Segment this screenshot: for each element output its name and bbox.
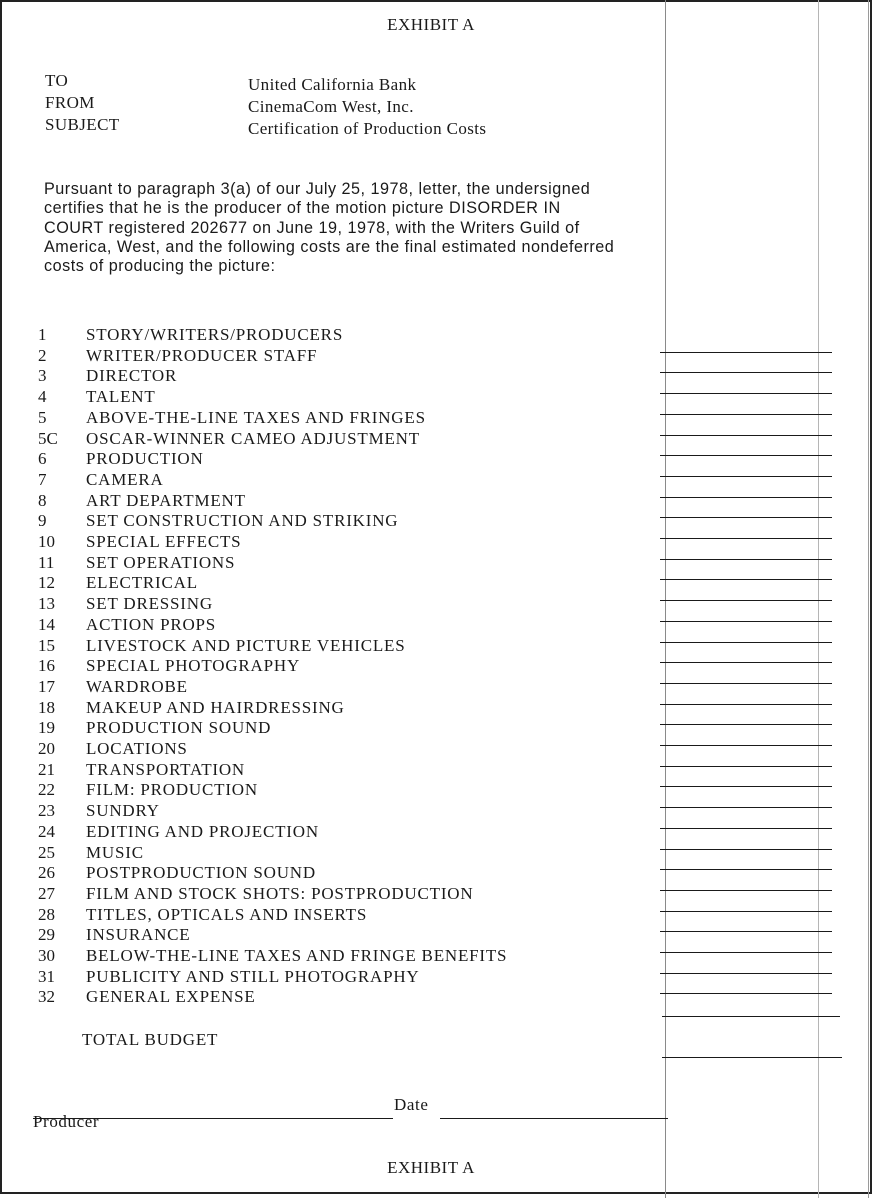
item-label: SET DRESSING — [86, 594, 213, 614]
item-label: BELOW-THE-LINE TAXES AND FRINGE BENEFITS — [86, 946, 508, 965]
amount-blank-line[interactable] — [660, 745, 832, 746]
amount-blank-line[interactable] — [660, 517, 832, 518]
item-label: SUNDRY — [86, 801, 160, 821]
to-value: United California Bank — [248, 75, 417, 94]
cost-item-row — [0, 884, 876, 905]
item-label: LOCATIONS — [86, 739, 188, 758]
cost-item-row — [0, 553, 876, 574]
cost-item-row — [0, 573, 876, 594]
item-number: 20 — [38, 739, 55, 758]
item-number: 28 — [38, 904, 55, 924]
item-number: 22 — [38, 780, 55, 800]
cost-item-row — [0, 677, 876, 698]
amount-blank-line[interactable] — [660, 352, 832, 353]
item-label: STORY/WRITERS/PRODUCERS — [86, 325, 344, 344]
cost-item-row — [0, 822, 876, 843]
total-budget-label: TOTAL BUDGET — [82, 1030, 219, 1049]
paragraph-line: certifies that he is the producer of the motion picture DISORDER IN — [44, 199, 561, 218]
cost-item-row — [0, 387, 876, 408]
item-label: OSCAR-WINNER CAMEO ADJUSTMENT — [86, 428, 420, 448]
amount-blank-line[interactable] — [660, 911, 832, 912]
item-label: WARDROBE — [86, 676, 188, 696]
item-label: TITLES, OPTICALS AND INSERTS — [86, 904, 368, 924]
cost-item-row — [0, 718, 876, 739]
item-number: 14 — [38, 614, 55, 634]
amount-blank-line[interactable] — [660, 952, 832, 953]
cost-item-row — [0, 408, 876, 429]
item-label: MUSIC — [86, 842, 144, 862]
item-number: 30 — [38, 946, 55, 965]
cost-item-row — [0, 594, 876, 615]
item-number: 7 — [38, 469, 47, 489]
item-label: ACTION PROPS — [86, 614, 217, 634]
cost-item-row — [0, 801, 876, 822]
item-label: POSTPRODUCTION SOUND — [86, 863, 316, 883]
amount-blank-line[interactable] — [660, 621, 832, 622]
amount-blank-line[interactable] — [660, 993, 832, 994]
item-number: 3 — [38, 366, 47, 386]
from-value: CinemaCom West, Inc. — [248, 97, 414, 116]
memo-header-keys — [45, 70, 120, 136]
date-line[interactable] — [440, 1118, 668, 1119]
amount-blank-line[interactable] — [660, 683, 832, 684]
cost-item-row — [0, 636, 876, 657]
cost-item-row — [0, 987, 876, 1008]
cost-item-row — [0, 346, 876, 367]
item-number: 16 — [38, 656, 55, 676]
item-label: FILM: PRODUCTION — [86, 780, 258, 800]
amount-blank-line[interactable] — [660, 372, 832, 373]
amount-blank-line[interactable] — [660, 455, 832, 456]
item-number: 1 — [38, 325, 47, 344]
item-number: 9 — [38, 511, 47, 531]
cost-item-row — [0, 491, 876, 512]
item-number: 8 — [38, 490, 47, 510]
cost-item-row — [0, 739, 876, 760]
amount-blank-line[interactable] — [662, 1016, 840, 1017]
cost-item-row — [0, 511, 876, 532]
amount-blank-line[interactable] — [660, 828, 832, 829]
item-number: 5 — [38, 407, 47, 427]
item-label: SET CONSTRUCTION AND STRIKING — [86, 511, 399, 531]
amount-blank-line[interactable] — [660, 476, 832, 477]
date-label: Date — [394, 1095, 429, 1114]
amount-blank-line[interactable] — [660, 931, 832, 932]
item-number: 27 — [38, 883, 55, 903]
item-number: 26 — [38, 863, 55, 883]
amount-blank-line[interactable] — [660, 766, 832, 767]
item-label: WRITER/PRODUCER STAFF — [86, 345, 318, 365]
amount-blank-line[interactable] — [660, 869, 832, 870]
cost-item-row — [0, 325, 876, 346]
cost-item-row — [0, 366, 876, 387]
cost-item-row — [0, 532, 876, 553]
item-label: DIRECTOR — [86, 366, 178, 386]
cost-item-row — [0, 698, 876, 719]
item-number: 31 — [38, 966, 55, 986]
item-label: ABOVE-THE-LINE TAXES AND FRINGES — [86, 407, 426, 427]
item-number: 10 — [38, 532, 55, 551]
amount-blank-line[interactable] — [660, 435, 832, 436]
amount-blank-line[interactable] — [660, 600, 832, 601]
item-number: 21 — [38, 759, 55, 779]
amount-blank-line[interactable] — [660, 642, 832, 643]
cost-item-row — [0, 925, 876, 946]
item-number: 17 — [38, 676, 55, 696]
amount-blank-line[interactable] — [660, 807, 832, 808]
paragraph-line: America, West, and the following costs are the final estimated nondeferred — [44, 237, 615, 256]
memo-header-values — [248, 74, 486, 140]
item-number: 2 — [38, 345, 47, 365]
certification-paragraph — [44, 180, 844, 276]
amount-blank-line[interactable] — [660, 849, 832, 850]
amount-blank-line[interactable] — [660, 890, 832, 891]
item-label: SET OPERATIONS — [86, 552, 236, 572]
from-key: FROM — [45, 93, 95, 112]
item-label: ART DEPARTMENT — [86, 490, 246, 510]
to-key: TO — [45, 71, 69, 90]
cost-item-row — [0, 780, 876, 801]
amount-blank-line[interactable] — [660, 538, 832, 539]
item-number: 25 — [38, 842, 55, 862]
item-label: SPECIAL EFFECTS — [86, 532, 242, 551]
amount-blank-line[interactable] — [660, 579, 832, 580]
producer-label: Producer — [33, 1112, 100, 1131]
cost-item-row — [0, 470, 876, 491]
item-number: 13 — [38, 594, 55, 614]
item-number: 11 — [38, 552, 55, 572]
item-label: EDITING AND PROJECTION — [86, 821, 319, 841]
amount-blank-line[interactable] — [660, 497, 832, 498]
item-number: 19 — [38, 718, 55, 738]
item-number: 4 — [38, 387, 47, 407]
item-label: MAKEUP AND HAIRDRESSING — [86, 697, 345, 717]
item-number: 18 — [38, 697, 55, 717]
item-label: TALENT — [86, 387, 156, 407]
item-label: CAMERA — [86, 469, 164, 489]
cost-item-row — [0, 760, 876, 781]
item-label: ELECTRICAL — [86, 573, 198, 593]
item-label: PRODUCTION SOUND — [86, 718, 272, 738]
paragraph-line: costs of producing the picture: — [44, 257, 276, 276]
cost-item-row — [0, 905, 876, 926]
cost-item-row — [0, 656, 876, 677]
item-number: 32 — [38, 987, 55, 1007]
amount-blank-line[interactable] — [660, 559, 832, 560]
cost-item-row — [0, 863, 876, 884]
amount-blank-line[interactable] — [660, 414, 832, 415]
item-number: 15 — [38, 635, 55, 655]
exhibit-footer-title: EXHIBIT A — [387, 1158, 475, 1177]
total-budget-blank-line[interactable] — [662, 1057, 842, 1058]
exhibit-title: EXHIBIT A — [387, 15, 475, 34]
item-label: PUBLICITY AND STILL PHOTOGRAPHY — [86, 966, 420, 986]
item-label: PRODUCTION — [86, 449, 204, 469]
cost-item-row — [0, 615, 876, 636]
item-label: FILM AND STOCK SHOTS: POSTPRODUCTION — [86, 883, 474, 903]
paragraph-line: COURT registered 202677 on June 19, 1978, with the Writers Guild of — [44, 218, 580, 237]
subject-key: SUBJECT — [45, 115, 120, 134]
item-number: 12 — [38, 573, 55, 593]
item-label: INSURANCE — [86, 925, 191, 945]
cost-item-row — [0, 946, 876, 967]
cost-item-row — [0, 967, 876, 988]
amount-blank-line[interactable] — [660, 973, 832, 974]
cost-item-row — [0, 449, 876, 470]
amount-blank-line[interactable] — [660, 724, 832, 725]
item-number: 29 — [38, 925, 55, 945]
subject-value: Certification of Production Costs — [248, 119, 487, 138]
item-number: 24 — [38, 821, 55, 841]
cost-item-row — [0, 843, 876, 864]
paragraph-line: Pursuant to paragraph 3(a) of our July 25, 1978, letter, the undersigned — [44, 180, 591, 198]
item-label: SPECIAL PHOTOGRAPHY — [86, 656, 301, 676]
amount-blank-line[interactable] — [660, 393, 832, 394]
item-label: GENERAL EXPENSE — [86, 987, 256, 1007]
amount-blank-line[interactable] — [660, 704, 832, 705]
cost-item-row — [0, 429, 876, 450]
item-label: TRANSPORTATION — [86, 759, 245, 779]
item-number: 5C — [38, 428, 58, 448]
amount-blank-line[interactable] — [660, 662, 832, 663]
item-number: 23 — [38, 801, 55, 821]
item-label: LIVESTOCK AND PICTURE VEHICLES — [86, 635, 406, 655]
item-number: 6 — [38, 449, 47, 469]
amount-blank-line[interactable] — [660, 786, 832, 787]
